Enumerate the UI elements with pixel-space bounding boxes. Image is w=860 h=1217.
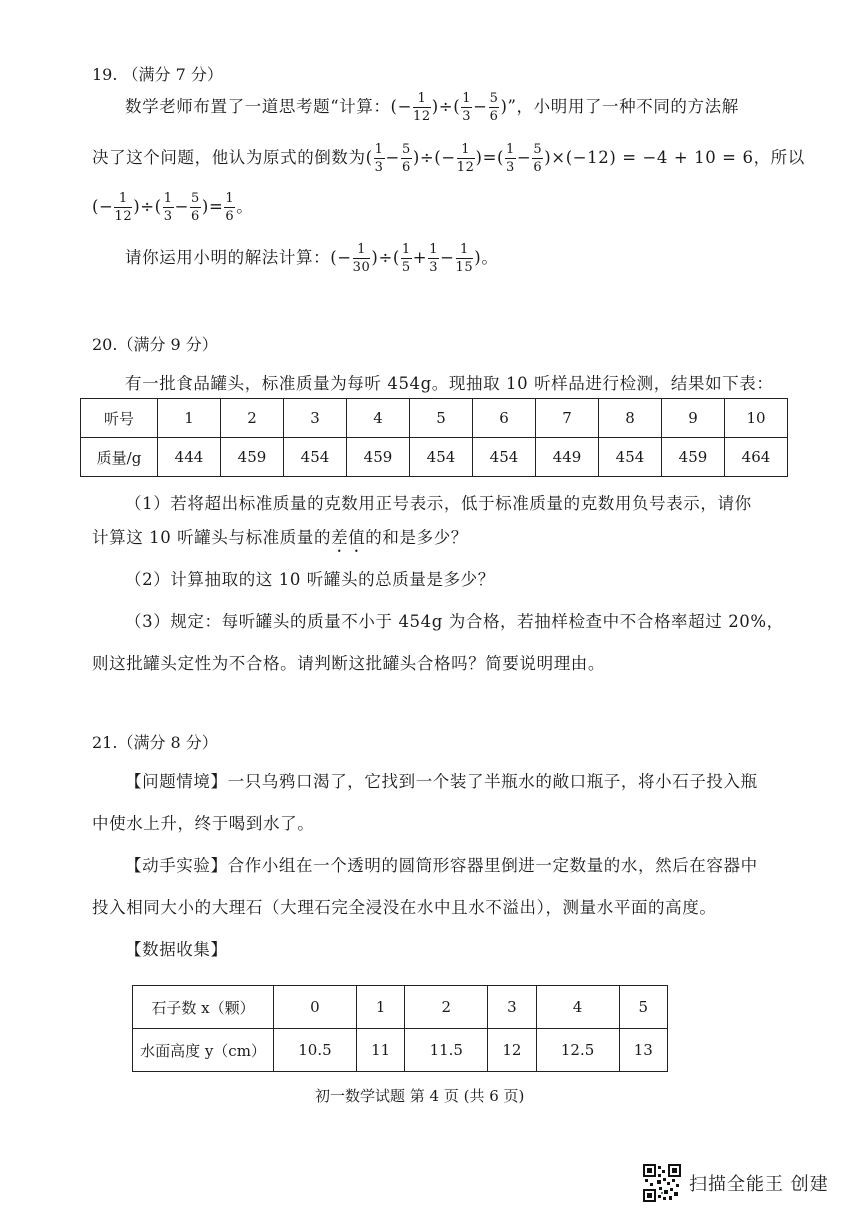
- table-row: [133, 986, 668, 1029]
- q20-part3-line1: （3）规定：每听罐头的质量不小于 454g 为合格，若抽样检查中不合格率超过 20%，: [125, 612, 784, 631]
- table-cell: 12.5: [536, 1029, 619, 1072]
- table-cell: 459: [221, 438, 284, 477]
- table-cell: 10: [725, 399, 788, 438]
- table-cell: 13: [619, 1029, 667, 1072]
- q19-line4: 请你运用小明的解法计算：(− $\frac{1}{30}$ )÷( $\frac{1}{5}$ + $\frac{1}{3}$ − $\frac{1}{15}$ )。: [125, 242, 499, 275]
- table-cell: 459: [347, 438, 410, 477]
- q19-header: 19. （满分 7 分）: [92, 65, 223, 84]
- table-cell: 5: [619, 986, 667, 1029]
- q20-part3-line2: 则这批罐头定性为不合格。请判断这批罐头合格吗？简要说明理由。: [92, 654, 605, 673]
- q20-part2: （2）计算抽取的这 10 听罐头的总质量是多少？: [125, 570, 495, 589]
- table-cell: 12: [488, 1029, 536, 1072]
- table-cell: 4: [536, 986, 619, 1029]
- table-row: [81, 399, 788, 438]
- table-cell: 5: [410, 399, 473, 438]
- table-cell: 听号: [81, 399, 158, 438]
- q21-data-heading: 【数据收集】: [125, 940, 228, 959]
- q20-header: 20.（满分 9 分）: [92, 335, 218, 354]
- table-cell: 444: [158, 438, 221, 477]
- table-row: [133, 1029, 668, 1072]
- table-cell: 7: [536, 399, 599, 438]
- table-cell: 质量/g: [81, 438, 158, 477]
- table-cell: 464: [725, 438, 788, 477]
- table-cell: 459: [662, 438, 725, 477]
- table-cell: 9: [662, 399, 725, 438]
- table-cell: 石子数 x（颗）: [133, 986, 274, 1029]
- table-cell: 11: [356, 1029, 404, 1072]
- emphasized-text: 差值: [331, 528, 366, 547]
- q21-situation-line1: 【问题情境】一只乌鸦口渴了，它找到一个装了半瓶水的敞口瓶子，将小石子投入瓶: [125, 772, 758, 791]
- q21-situation-line2: 中使水上升，终于喝到水了。: [92, 814, 315, 833]
- q19-line2: 决了这个问题，他认为原式的倒数为( $\frac{1}{3}$ − $\frac{5}{6}$ )÷(− $\frac{1}{12}$ )=( $\frac{1}{3}$ − $\frac{5}{6}$ )×(−12) = −4 + 10 = 6，所以: [92, 142, 805, 175]
- table-cell: 454: [284, 438, 347, 477]
- q21-experiment-line1: 【动手实验】合作小组在一个透明的圆筒形容器里倒进一定数量的水，然后在容器中: [125, 856, 758, 875]
- table-cell: 0: [274, 986, 357, 1029]
- table-cell: 3: [284, 399, 347, 438]
- q20-part1-line1: （1）若将超出标准质量的克数用正号表示，低于标准质量的克数用负号表示，请你: [125, 494, 752, 513]
- table-cell: 454: [599, 438, 662, 477]
- q21-experiment-line2: 投入相同大小的大理石（大理石完全浸没在水中且水不溢出），测量水平面的高度。: [92, 898, 717, 917]
- q20-table: [80, 398, 788, 477]
- q21-table: [132, 985, 668, 1072]
- scanner-watermark: [643, 1164, 829, 1202]
- table-row: [81, 438, 788, 477]
- table-cell: 3: [488, 986, 536, 1029]
- table-cell: 454: [410, 438, 473, 477]
- table-cell: 8: [599, 399, 662, 438]
- table-cell: 1: [356, 986, 404, 1029]
- table-cell: 2: [221, 399, 284, 438]
- watermark-text: 扫描全能王 创建: [689, 1174, 829, 1195]
- table-cell: 11.5: [405, 1029, 488, 1072]
- q20-intro: 有一批食品罐头，标准质量为每听 454g。现抽取 10 听样品进行检测，结果如下表：: [125, 374, 774, 393]
- q20-part1-line2: 计算这 10 听罐头与标准质量的差值的和是多少？: [92, 528, 468, 547]
- q19-line3: (− $\frac{1}{12}$ )÷( $\frac{1}{3}$ − $\frac{5}{6}$ )= $\frac{1}{6}$ 。: [92, 191, 254, 224]
- q21-header: 21.（满分 8 分）: [92, 733, 218, 752]
- table-cell: 2: [405, 986, 488, 1029]
- q19-line1: 数学老师布置了一道思考题“计算：(− $\frac{1}{12}$ )÷( $\frac{1}{3}$ − $\frac{5}{6}$ )”，小明用了一种不同的方法解: [125, 91, 739, 124]
- table-cell: 449: [536, 438, 599, 477]
- table-cell: 水面高度 y（cm）: [133, 1029, 274, 1072]
- table-cell: 10.5: [274, 1029, 357, 1072]
- table-cell: 6: [473, 399, 536, 438]
- table-cell: 1: [158, 399, 221, 438]
- qr-code-icon: [643, 1164, 681, 1202]
- page-footer: 初一数学试题 第 4 页 (共 6 页): [315, 1087, 525, 1105]
- table-cell: 454: [473, 438, 536, 477]
- table-cell: 4: [347, 399, 410, 438]
